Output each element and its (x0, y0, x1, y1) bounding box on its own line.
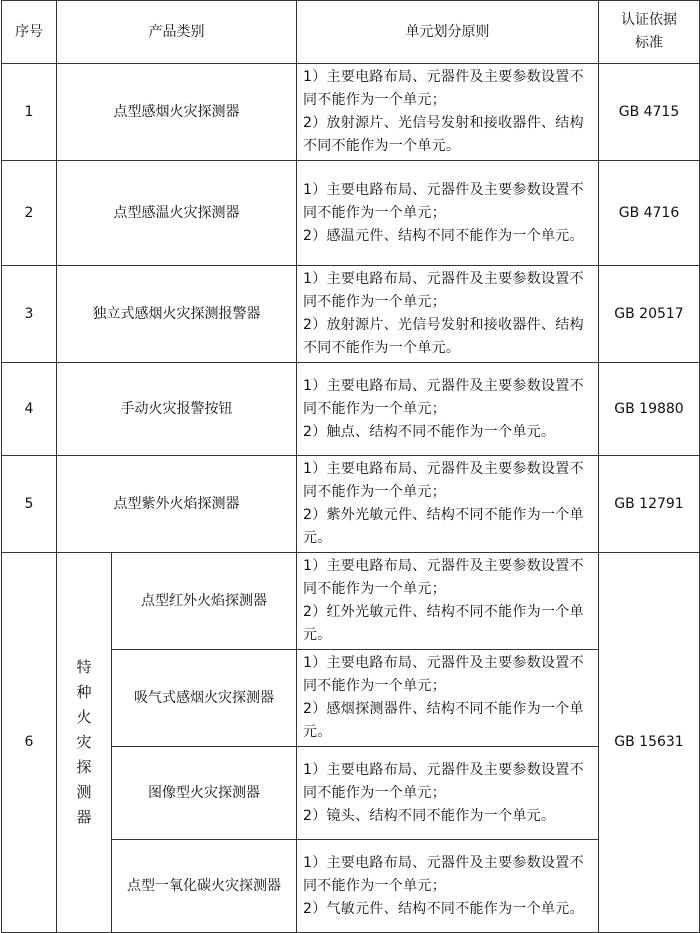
group-seq: 6 (2, 553, 57, 933)
table-row (2, 456, 700, 553)
subrow-category: 点型红外火焰探测器 (112, 553, 297, 650)
principle-line: 1）主要电路布局、元器件及主要参数设置不同不能作为一个单元； (303, 854, 584, 894)
row-standard: GB 12791 (599, 456, 700, 553)
table-row (2, 64, 700, 161)
principle-line: 2）气敏元件、结构不同不能作为一个单元。 (303, 900, 584, 917)
row-category: 手动火灾报警按钮 (57, 363, 297, 456)
row-principle (297, 161, 599, 266)
row-seq: 4 (2, 363, 57, 456)
row-standard: GB 4716 (599, 161, 700, 266)
principle-line: 2）紫外光敏元件、结构不同不能作为一个单元。 (303, 507, 584, 546)
row-principle (297, 64, 599, 161)
row-principle (297, 553, 599, 650)
row-seq: 3 (2, 266, 57, 363)
principle-line: 2）感温元件、结构不同不能作为一个单元。 (303, 227, 584, 244)
principle-line: 1）主要电路布局、元器件及主要参数设置不同不能作为一个单元； (303, 558, 584, 597)
principle-line: 2）镜头、结构不同不能作为一个单元。 (303, 807, 556, 824)
row-principle (297, 456, 599, 553)
principle-line: 2）红外光敏元件、结构不同不能作为一个单元。 (303, 604, 584, 643)
row-standard: GB 19880 (599, 363, 700, 456)
table-header-row (2, 1, 700, 64)
row-principle (297, 747, 599, 840)
principle-line: 1）主要电路布局、元器件及主要参数设置不同不能作为一个单元； (303, 181, 584, 221)
row-category: 点型紫外火焰探测器 (57, 456, 297, 553)
table-row (2, 553, 700, 650)
row-standard: GB 20517 (599, 266, 700, 363)
row-seq: 1 (2, 64, 57, 161)
row-standard: GB 4715 (599, 64, 700, 161)
header-standard: 认证依据标准 (599, 1, 700, 64)
principle-line: 2）放射源片、光信号发射和接收器件、结构不同不能作为一个单元。 (303, 115, 584, 154)
row-category: 独立式感烟火灾探测报警器 (57, 266, 297, 363)
table-row (2, 363, 700, 456)
principle-line: 1）主要电路布局、元器件及主要参数设置不同不能作为一个单元； (303, 69, 584, 108)
header-category: 产品类别 (57, 1, 297, 64)
row-principle (297, 266, 599, 363)
subrow-category: 图像型火灾探测器 (112, 747, 297, 840)
principle-line: 2）感烟探测器件、结构不同不能作为一个单元。 (303, 701, 584, 740)
principle-line: 1）主要电路布局、元器件及主要参数设置不同不能作为一个单元； (303, 271, 584, 310)
row-principle (297, 363, 599, 456)
group-label (57, 553, 112, 933)
principle-line: 1）主要电路布局、元器件及主要参数设置不同不能作为一个单元； (303, 377, 584, 417)
subrow-category: 点型一氧化碳火灾探测器 (112, 840, 297, 933)
principle-line: 2）触点、结构不同不能作为一个单元。 (303, 423, 556, 440)
principle-line: 1）主要电路布局、元器件及主要参数设置不同不能作为一个单元； (303, 655, 584, 694)
principle-line: 2）放射源片、光信号发射和接收器件、结构不同不能作为一个单元。 (303, 317, 584, 356)
header-seq: 序号 (2, 1, 57, 64)
row-seq: 2 (2, 161, 57, 266)
row-category: 点型感烟火灾探测器 (57, 64, 297, 161)
row-seq: 5 (2, 456, 57, 553)
principle-line: 1）主要电路布局、元器件及主要参数设置不同不能作为一个单元； (303, 761, 584, 801)
principle-line: 1）主要电路布局、元器件及主要参数设置不同不能作为一个单元； (303, 461, 584, 500)
header-principle: 单元划分原则 (297, 1, 599, 64)
group-label-text: 特种火灾探测器 (76, 658, 92, 826)
row-principle (297, 650, 599, 747)
table-row (2, 161, 700, 266)
row-category: 点型感温火灾探测器 (57, 161, 297, 266)
group-standard: GB 15631 (599, 553, 700, 933)
subrow-category: 吸气式感烟火灾探测器 (112, 650, 297, 747)
unit-division-table (1, 0, 700, 933)
row-principle (297, 840, 599, 933)
table-row (2, 266, 700, 363)
